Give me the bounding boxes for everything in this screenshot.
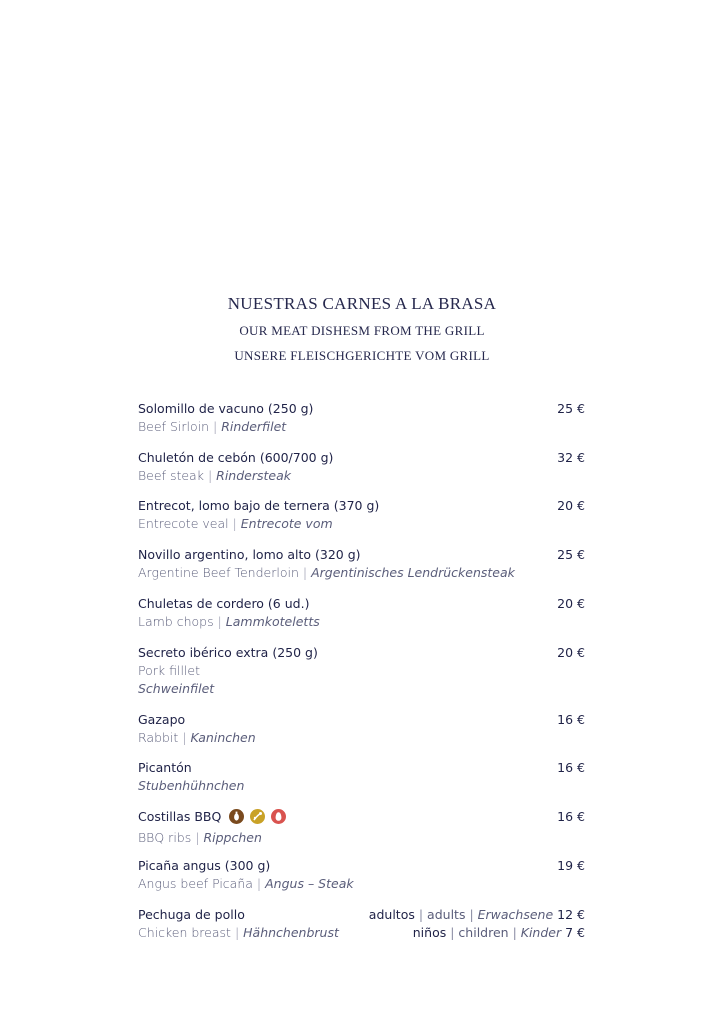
item-price: 16 € <box>557 809 585 824</box>
item-english: Lamb chops <box>138 614 214 629</box>
item-english: Entrecote veal <box>138 516 229 531</box>
menu-item-chuletas-cordero <box>138 595 585 631</box>
menu-item-secreto-iberico <box>138 644 585 698</box>
item-german: Rinderfilet <box>221 419 287 434</box>
item-german: Kaninchen <box>190 730 256 745</box>
item-translation <box>138 515 585 533</box>
item-name: Chuletas de cordero (6 ud.) <box>138 596 310 611</box>
item-german <box>138 680 585 698</box>
item-price: 16 € <box>557 760 585 775</box>
item-name: Gazapo <box>138 712 186 727</box>
menu-item-pechuga-pollo <box>138 906 585 942</box>
menu-item-picanton <box>138 759 585 795</box>
item-price: 20 € <box>557 596 585 611</box>
item-name: Entrecot, lomo bajo de ternera (370 g) <box>138 498 380 513</box>
item-name: Pechuga de pollo <box>138 907 245 922</box>
separator: | <box>302 565 308 580</box>
price-adults <box>369 906 585 924</box>
item-name: Secreto ibérico extra (250 g) <box>138 645 318 660</box>
price-children <box>369 924 585 942</box>
item-english: Pork filllet <box>138 663 200 678</box>
item-translation <box>138 564 585 582</box>
separator: | <box>512 925 517 940</box>
separator: | <box>469 907 474 922</box>
kids-spanish: niños <box>412 925 447 940</box>
item-name: Picaña angus (300 g) <box>138 858 271 873</box>
item-german: Rindersteak <box>216 468 291 483</box>
mustard-allergen-icon <box>229 809 244 824</box>
adults-spanish: adultos <box>368 907 415 922</box>
item-german-text: Stubenhühnchen <box>138 778 245 793</box>
title-english: OUR MEAT DISHESM FROM THE GRILL <box>239 323 485 338</box>
item-name: Solomillo de vacuno (250 g) <box>138 401 314 416</box>
adults-price: 12 € <box>557 907 585 922</box>
separator: | <box>232 516 237 531</box>
item-name-row <box>138 808 585 829</box>
item-translation <box>138 467 585 485</box>
item-german: Lammkoteletts <box>225 614 320 629</box>
kids-german: Kinder <box>520 925 562 940</box>
item-english: Beef Sirloin <box>138 419 210 434</box>
item-translation <box>138 729 585 747</box>
separator: | <box>450 925 455 940</box>
separator: | <box>182 730 187 745</box>
item-translation <box>138 829 585 847</box>
kids-english: children <box>458 925 509 940</box>
menu-item-novillo <box>138 546 585 582</box>
item-translation <box>138 875 585 893</box>
menu-item-gazapo <box>138 711 585 747</box>
item-german-text: Schweinfilet <box>138 681 215 696</box>
separator: | <box>217 614 222 629</box>
separator: | <box>207 468 213 483</box>
menu-item-picana-angus <box>138 857 585 893</box>
kids-price: 7 € <box>565 925 585 940</box>
item-price: 25 € <box>557 547 585 562</box>
item-price: 32 € <box>557 450 585 465</box>
egg-allergen-icon <box>271 809 286 824</box>
allergen-icons <box>229 809 292 829</box>
item-german: Argentinisches Lendrückensteak <box>311 565 515 580</box>
item-german: Rippchen <box>203 830 262 845</box>
item-german: Hähnchenbrust <box>243 925 339 940</box>
menu-header <box>0 290 724 368</box>
item-english: Angus beef Picaña <box>138 876 253 891</box>
item-name: Picantón <box>138 760 192 775</box>
item-name: Costillas BBQ <box>138 809 222 824</box>
adults-english: adults <box>427 907 466 922</box>
menu-item-costillas-bbq <box>138 808 585 847</box>
item-translation <box>138 418 585 436</box>
menu-item-chuleton <box>138 449 585 485</box>
title-german: UNSERE FLEISCHGERICHTE VOM GRILL <box>234 348 490 363</box>
item-english: Beef steak <box>138 468 204 483</box>
separator: | <box>418 907 424 922</box>
adults-german: Erwachsene <box>477 907 554 922</box>
item-price: 20 € <box>557 498 585 513</box>
item-german: Angus – Steak <box>265 876 354 891</box>
item-german <box>138 777 585 795</box>
separator: | <box>256 876 262 891</box>
item-translation <box>138 613 585 631</box>
item-english: Argentine Beef Tenderloin <box>138 565 299 580</box>
item-price: 19 € <box>557 858 585 873</box>
menu-item-entrecot <box>138 497 585 533</box>
item-english: BBQ ribs <box>138 830 192 845</box>
item-german: Entrecote vom <box>240 516 333 531</box>
separator: | <box>195 830 200 845</box>
item-english: Chicken breast <box>138 925 231 940</box>
separator: | <box>234 925 240 940</box>
separator: | <box>213 419 218 434</box>
title-spanish: NUESTRAS CARNES A LA BRASA <box>227 294 497 313</box>
item-english: Rabbit <box>138 730 179 745</box>
item-price: 25 € <box>557 401 585 416</box>
item-price: 20 € <box>557 645 585 660</box>
item-prices <box>369 906 585 942</box>
item-name: Novillo argentino, lomo alto (320 g) <box>138 547 361 562</box>
item-name: Chuletón de cebón (600/700 g) <box>138 450 334 465</box>
item-price: 16 € <box>557 712 585 727</box>
menu-item-solomillo <box>138 400 585 436</box>
celery-allergen-icon <box>250 809 265 824</box>
